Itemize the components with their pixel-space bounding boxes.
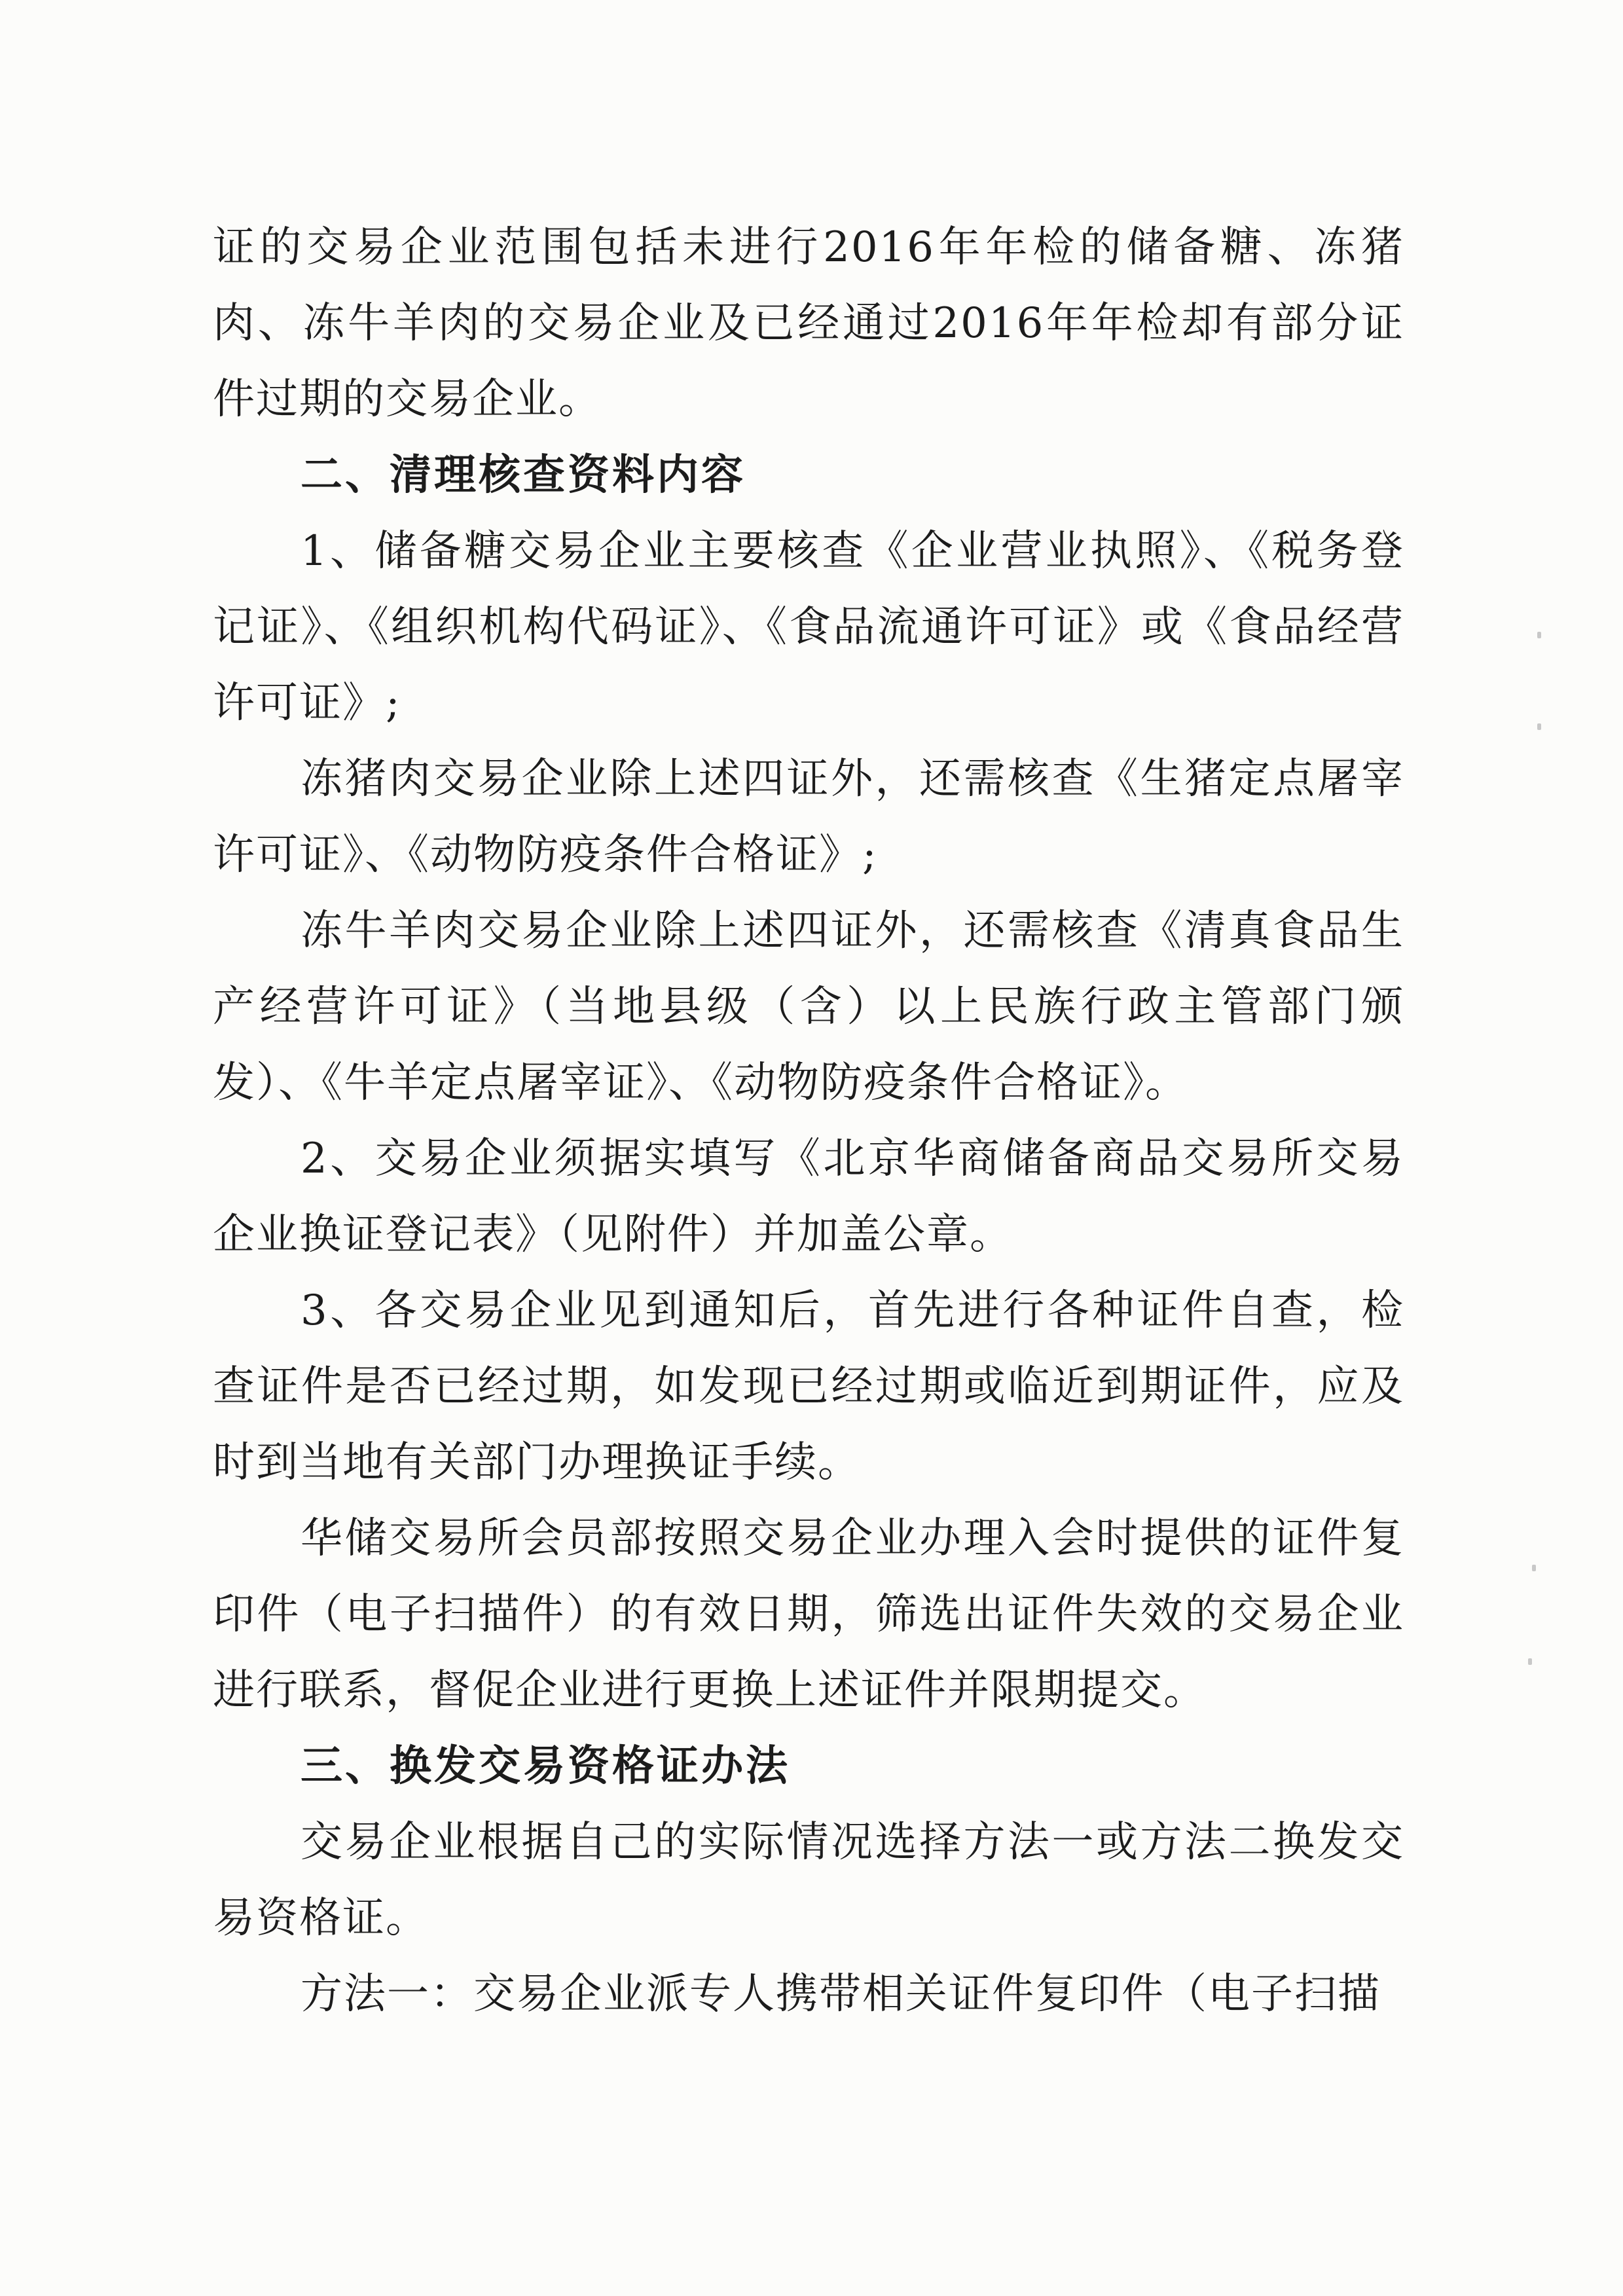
paragraph-sugar-docs: 1、储备糖交易企业主要核查《企业营业执照》、《税务登记证》、《组织机构代码证》、《食品流通许可证》或《食品经营许可证》; [213,527,1404,727]
scan-speck [1537,632,1541,638]
document-body [213,210,1404,2032]
paragraph-beef-lamb-docs: 冻牛羊肉交易企业除上述四证外，还需核查《清真食品生产经营许可证》（当地县级（含）以上民族行政主管部门颁发）、《牛羊定点屠宰证》、《动物防疫条件合格证》。 [213,907,1404,1107]
scan-speck [1532,1565,1536,1571]
scan-speck [1528,1658,1532,1665]
heading-section-3: 三、换发交易资格证办法 [301,1742,790,1791]
paragraph-method-choice: 交易企业根据自己的实际情况选择方法一或方法二换发交易资格证。 [213,1818,1404,1942]
paragraph-method-one: 方法一：交易企业派专人携带相关证件复印件（电子扫描 [301,1970,1381,2018]
paragraph-scope: 证的交易企业范围包括未进行2016年年检的储备糖、冻猪肉、冻牛羊肉的交易企业及已经通过2016年年检却有部分证件过期的交易企业。 [213,223,1404,424]
scan-speck [1537,723,1541,730]
paragraph-registration-form: 2、交易企业须据实填写《北京华商储备商品交易所交易企业换证登记表》（见附件）并加盖公章。 [213,1135,1404,1259]
heading-section-2: 二、清理核查资料内容 [301,451,746,500]
paragraph-self-check: 3、各交易企业见到通知后，首先进行各种证件自查，检查证件是否已经过期，如发现已经过期或临近到期证件，应及时到当地有关部门办理换证手续。 [213,1286,1404,1487]
paragraph-member-dept: 华储交易所会员部按照交易企业办理入会时提供的证件复印件（电子扫描件）的有效日期，筛选出证件失效的交易企业进行联系，督促企业进行更换上述证件并限期提交。 [213,1514,1404,1715]
paragraph-pork-docs: 冻猪肉交易企业除上述四证外，还需核查《生猪定点屠宰许可证》、《动物防疫条件合格证》; [213,755,1404,879]
